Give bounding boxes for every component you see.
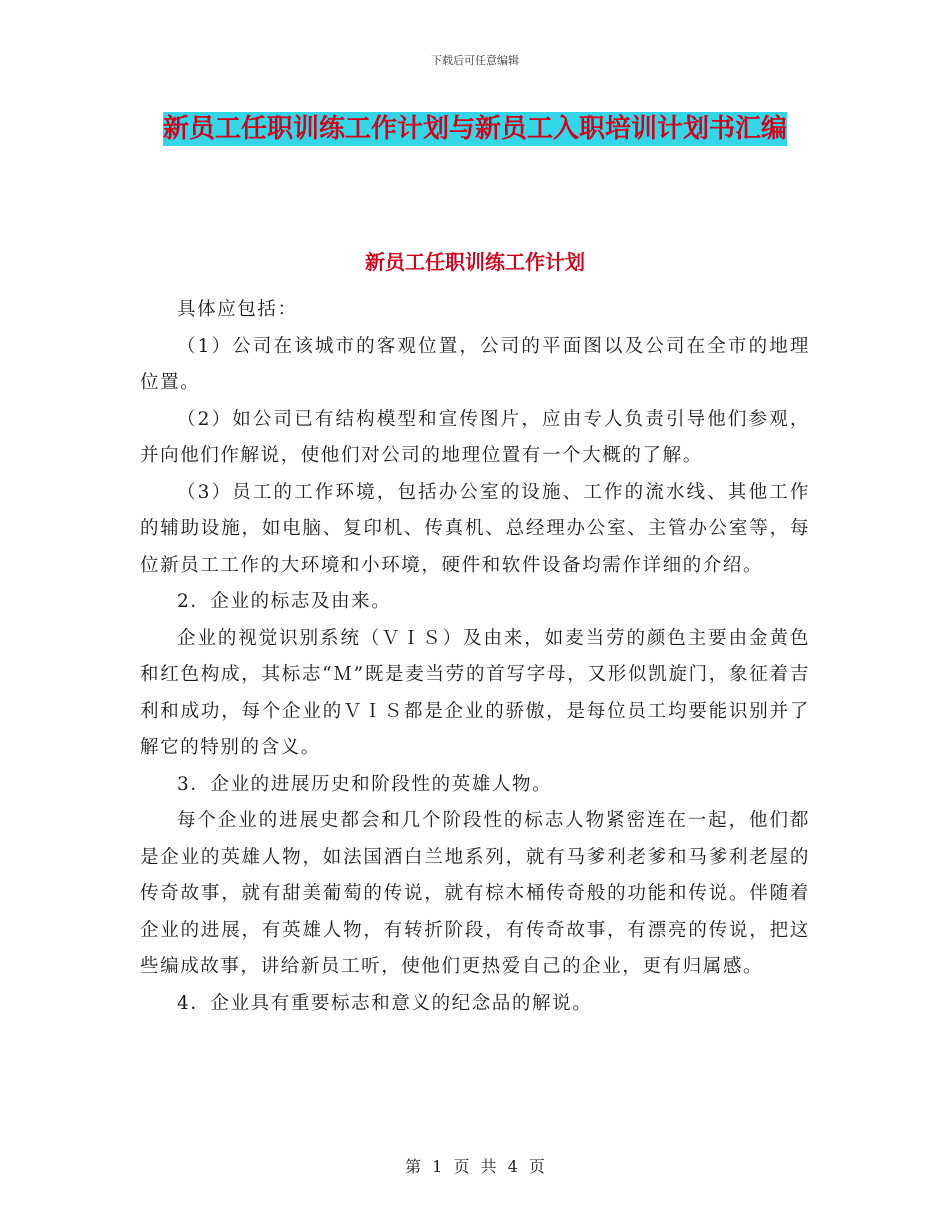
- paragraph: （2）如公司已有结构模型和宣传图片，应由专人负责引导他们参观，并向他们作解说，使他们对公司的地理位置有一个大概的了解。: [140, 408, 810, 466]
- header-note: 下载后可任意编辑: [431, 54, 519, 67]
- paragraph: （3）员工的工作环境，包括办公室的设施、工作的流水线、其他工作的辅助设施，如电脑、复印机、传真机、总经理办公室、主管办公室等，每位新员工工作的大环境和小环境，硬件和软件设备均需作详细的介绍。: [140, 481, 810, 576]
- paragraph: 2．企业的标志及由来。: [177, 591, 392, 612]
- paragraph: 4．企业具有重要标志和意义的纪念品的解说。: [177, 992, 593, 1014]
- document-title: [140, 106, 810, 152]
- body-text: [140, 292, 810, 1022]
- page-footer: 第 1 页 共 4 页: [405, 1157, 545, 1176]
- paragraph: 每个企业的进展史都会和几个阶段性的标志人物紧密连在一起，他们都是企业的英雄人物，如法国酒白兰地系列，就有马爹利老爹和马爹利老屋的传奇故事，就有甜美葡萄的传说，就有棕木桶传奇般的功能和传说。伴随着企业的进展，有英雄人物，有转折阶段，有传奇故事，有漂亮的传说，把这些编成故事，讲给新员工听，使他们更热爱自己的企业，更有归属感。: [140, 810, 810, 977]
- paragraph: 企业的视觉识别系统（ＶＩＳ）及由来，如麦当劳的颜色主要由金黄色和红色构成，其标志“Ｍ”既是麦当劳的首写字母，又形似凯旋门，象征着吉利和成功，每个企业的ＶＩＳ都是企业的骄傲，是每位员工均要能识别并了解它的特别的含义。: [140, 627, 810, 758]
- paragraph: （1）公司在该城市的客观位置，公司的平面图以及公司在全市的地理位置。: [140, 335, 810, 393]
- paragraph: 3．企业的进展历史和阶段性的英雄人物。: [177, 773, 553, 795]
- section-title: 新员工任职训练工作计划: [365, 250, 585, 274]
- document-title-text: 新员工任职训练工作计划与新员工入职培训计划书汇编: [162, 114, 787, 144]
- paragraph: 具体应包括：: [177, 299, 298, 320]
